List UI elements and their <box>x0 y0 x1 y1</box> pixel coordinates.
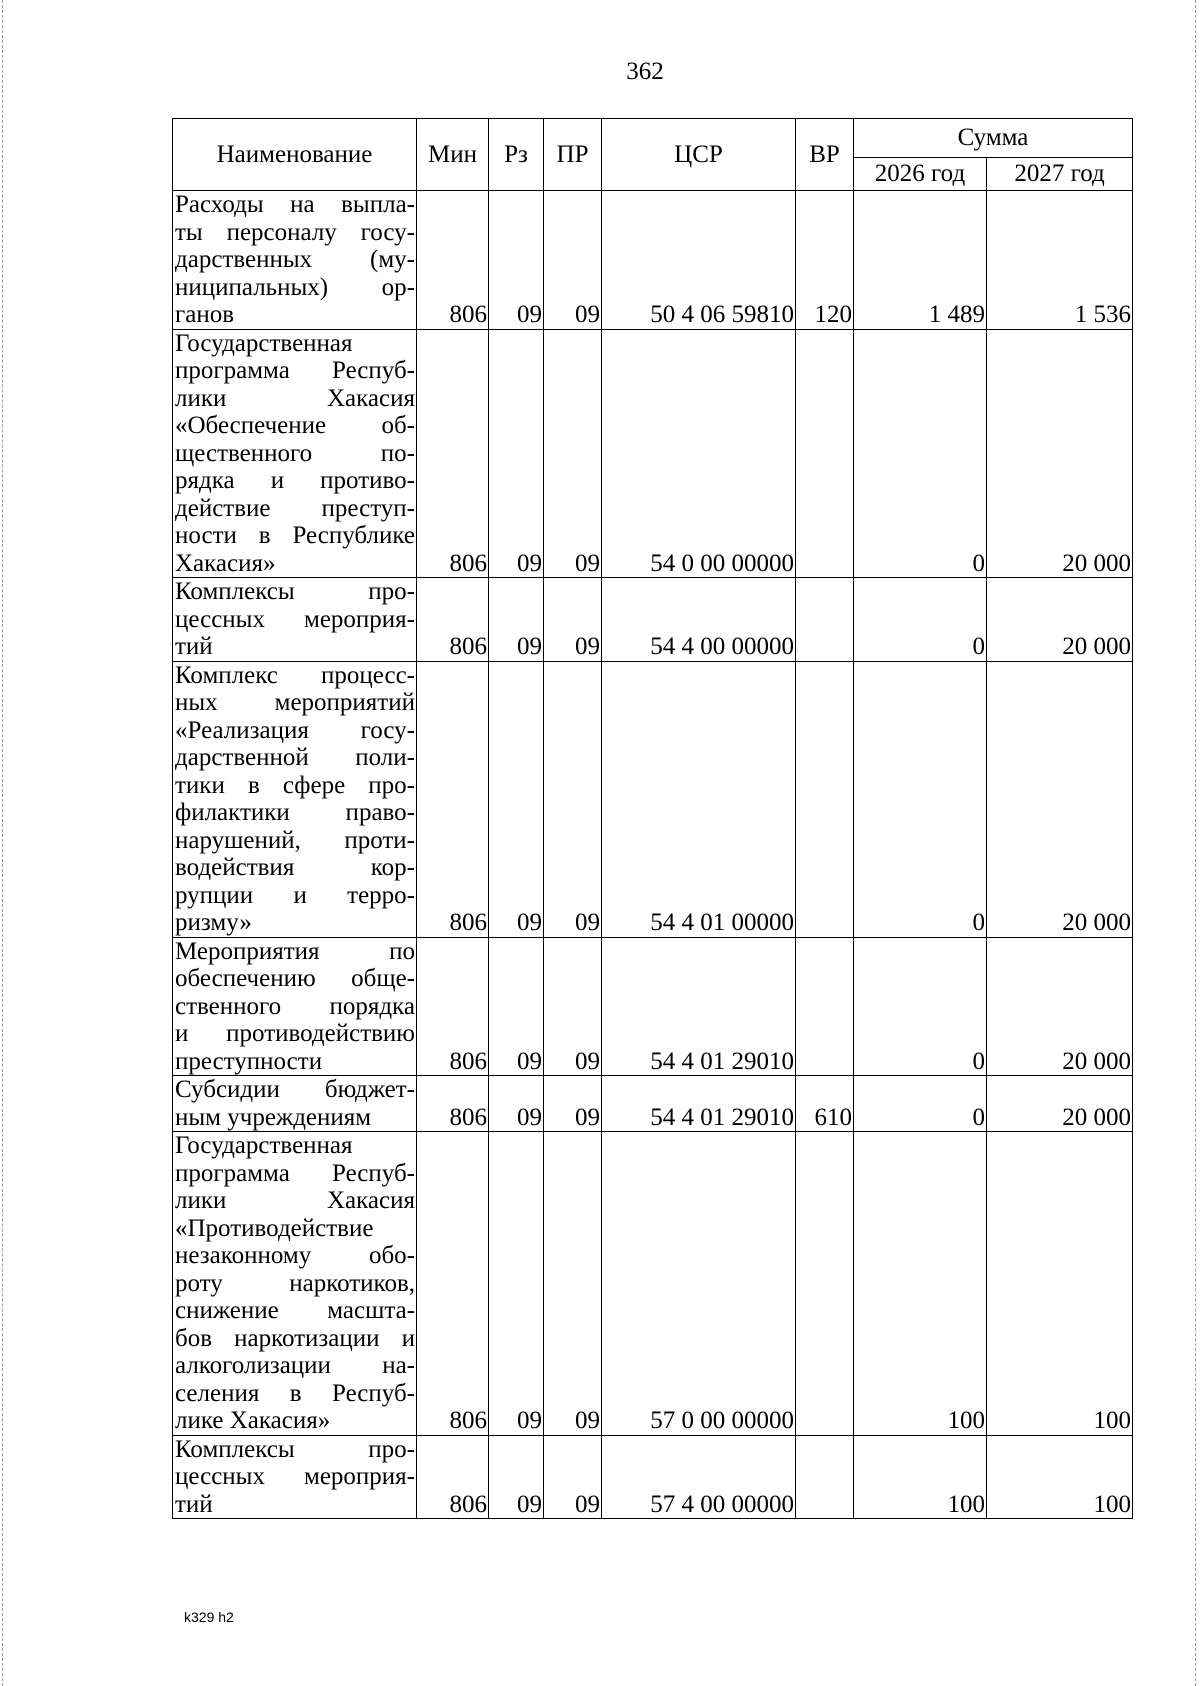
name-line: ным учреждениям <box>175 1103 372 1131</box>
cell-min: 806 <box>417 329 489 578</box>
name-line: ганов <box>175 301 235 328</box>
name-line: Субсидии бюджет- <box>175 1076 415 1103</box>
cell-csr: 57 4 00 00000 <box>602 1435 796 1519</box>
header-name: Наименование <box>173 119 417 191</box>
cell-2027: 100 <box>987 1435 1133 1519</box>
cell-2026: 0 <box>854 578 987 662</box>
cell-pr: 09 <box>544 329 602 578</box>
name-line: ты персоналу госу- <box>175 218 415 246</box>
cell-pr: 09 <box>544 1132 602 1436</box>
table-row <box>173 1435 1133 1519</box>
name-line: лике Хакасия» <box>175 1407 331 1434</box>
cell-vr: 610 <box>796 1076 854 1132</box>
name-line: обеспечению обще- <box>175 965 415 992</box>
cell-rz: 09 <box>489 1132 544 1436</box>
name-line: ственного порядка <box>175 992 415 1020</box>
header-year-2026: 2026 год <box>854 158 987 191</box>
cell-csr: 54 4 01 00000 <box>602 661 796 937</box>
table-row <box>173 937 1133 1076</box>
cell-vr <box>796 937 854 1076</box>
table-row <box>173 191 1133 330</box>
cell-csr: 50 4 06 59810 <box>602 191 796 330</box>
name-line: Расходы на выпла- <box>175 191 415 218</box>
cell-2027: 100 <box>987 1132 1133 1436</box>
cell-pr: 09 <box>544 937 602 1076</box>
cell-vr <box>796 1435 854 1519</box>
cell-name <box>173 937 417 1076</box>
header-row-top <box>173 119 1133 158</box>
budget-table <box>172 118 1133 1519</box>
header-vr: ВР <box>796 119 854 191</box>
cell-min: 806 <box>417 1076 489 1132</box>
cell-2026: 0 <box>854 661 987 937</box>
name-line: щественного по- <box>175 439 415 467</box>
name-line: роту наркотиков, <box>175 1269 415 1297</box>
header-csr: ЦСР <box>602 119 796 191</box>
cell-2026: 0 <box>854 937 987 1076</box>
cell-min: 806 <box>417 191 489 330</box>
name-line: ности в Республике <box>175 522 415 549</box>
cell-2027: 20 000 <box>987 661 1133 937</box>
cell-name <box>173 329 417 578</box>
cell-2026: 100 <box>854 1132 987 1436</box>
cell-2027: 20 000 <box>987 329 1133 578</box>
cell-name <box>173 661 417 937</box>
name-line: алкоголизации на- <box>175 1352 415 1379</box>
cell-vr: 120 <box>796 191 854 330</box>
name-line: тий <box>175 1490 213 1518</box>
table-row <box>173 329 1133 578</box>
cell-min: 806 <box>417 578 489 662</box>
cell-2026: 1 489 <box>854 191 987 330</box>
name-line: и противодействию <box>175 1020 415 1047</box>
cell-name <box>173 1435 417 1519</box>
cell-min: 806 <box>417 661 489 937</box>
name-line: селения в Респуб- <box>175 1379 415 1407</box>
cell-csr: 54 4 01 29010 <box>602 1076 796 1132</box>
cell-vr <box>796 661 854 937</box>
name-line: тий <box>175 633 213 660</box>
cell-2026: 0 <box>854 1076 987 1132</box>
cell-pr: 09 <box>544 191 602 330</box>
name-line: Мероприятия по <box>175 937 415 965</box>
cell-2027: 20 000 <box>987 1076 1133 1132</box>
cell-pr: 09 <box>544 1076 602 1132</box>
name-line: бов наркотизации и <box>175 1324 415 1352</box>
header-sum: Сумма <box>854 119 1133 158</box>
cell-csr: 57 0 00 00000 <box>602 1132 796 1436</box>
table-row <box>173 1076 1133 1132</box>
footer-code: k329 h2 <box>184 1609 234 1625</box>
name-line: лики Хакасия <box>175 384 415 412</box>
table-body <box>173 191 1133 1519</box>
name-line: «Обеспечение об- <box>175 412 415 439</box>
name-line: Хакасия» <box>175 549 276 577</box>
name-line: ризму» <box>175 909 252 936</box>
cell-vr <box>796 329 854 578</box>
name-line: дарственных (му- <box>175 246 415 273</box>
cell-2027: 20 000 <box>987 578 1133 662</box>
name-line: дарственной поли- <box>175 744 415 771</box>
header-year-2027: 2027 год <box>987 158 1133 191</box>
table-row <box>173 661 1133 937</box>
name-line: цессных мероприя- <box>175 1463 415 1490</box>
name-line: программа Респуб- <box>175 1159 415 1187</box>
name-line: лики Хакасия <box>175 1187 415 1214</box>
name-line: водействия кор- <box>175 854 415 881</box>
cell-rz: 09 <box>489 937 544 1076</box>
name-line: филактики право- <box>175 799 415 826</box>
name-line: ниципальных) ор- <box>175 273 415 301</box>
name-line: Комплекс процесс- <box>175 661 415 689</box>
cell-rz: 09 <box>489 1435 544 1519</box>
cell-name <box>173 1076 417 1132</box>
scan-edge-left <box>2 0 4 1686</box>
cell-pr: 09 <box>544 578 602 662</box>
table-row <box>173 1132 1133 1436</box>
header-pr: ПР <box>544 119 602 191</box>
cell-name <box>173 191 417 330</box>
cell-min: 806 <box>417 1132 489 1436</box>
cell-vr <box>796 1132 854 1436</box>
cell-rz: 09 <box>489 191 544 330</box>
name-line: «Противодействие <box>175 1214 374 1242</box>
cell-csr: 54 0 00 00000 <box>602 329 796 578</box>
cell-2026: 100 <box>854 1435 987 1519</box>
page-number: 362 <box>626 58 664 85</box>
table-row <box>173 578 1133 662</box>
cell-2027: 20 000 <box>987 937 1133 1076</box>
header-min: Мин <box>417 119 489 191</box>
cell-name <box>173 578 417 662</box>
name-line: ных мероприятий <box>175 689 415 716</box>
name-line: снижение масшта- <box>175 1297 415 1324</box>
name-line: нарушений, проти- <box>175 826 415 854</box>
name-line: тики в сфере про- <box>175 771 415 799</box>
cell-name <box>173 1132 417 1436</box>
cell-csr: 54 4 01 29010 <box>602 937 796 1076</box>
name-line: преступности <box>175 1047 323 1075</box>
name-line: Государственная <box>175 329 353 357</box>
header-rz: Рз <box>489 119 544 191</box>
name-line: Комплексы про- <box>175 1435 415 1463</box>
name-line: рядка и противо- <box>175 467 415 494</box>
cell-rz: 09 <box>489 1076 544 1132</box>
cell-rz: 09 <box>489 661 544 937</box>
cell-min: 806 <box>417 1435 489 1519</box>
name-line: рупции и терро- <box>175 881 415 909</box>
cell-vr <box>796 578 854 662</box>
cell-csr: 54 4 00 00000 <box>602 578 796 662</box>
cell-pr: 09 <box>544 661 602 937</box>
cell-min: 806 <box>417 937 489 1076</box>
name-line: «Реализация госу- <box>175 716 415 744</box>
scan-edge-right <box>1195 0 1197 1686</box>
name-line: Государственная <box>175 1132 353 1159</box>
name-line: программа Респуб- <box>175 357 415 384</box>
name-line: действие преступ- <box>175 494 415 522</box>
cell-rz: 09 <box>489 578 544 662</box>
cell-2026: 0 <box>854 329 987 578</box>
cell-rz: 09 <box>489 329 544 578</box>
cell-pr: 09 <box>544 1435 602 1519</box>
name-line: незаконному обо- <box>175 1242 415 1269</box>
name-line: Комплексы про- <box>175 578 415 605</box>
cell-2027: 1 536 <box>987 191 1133 330</box>
name-line: цессных мероприя- <box>175 605 415 633</box>
